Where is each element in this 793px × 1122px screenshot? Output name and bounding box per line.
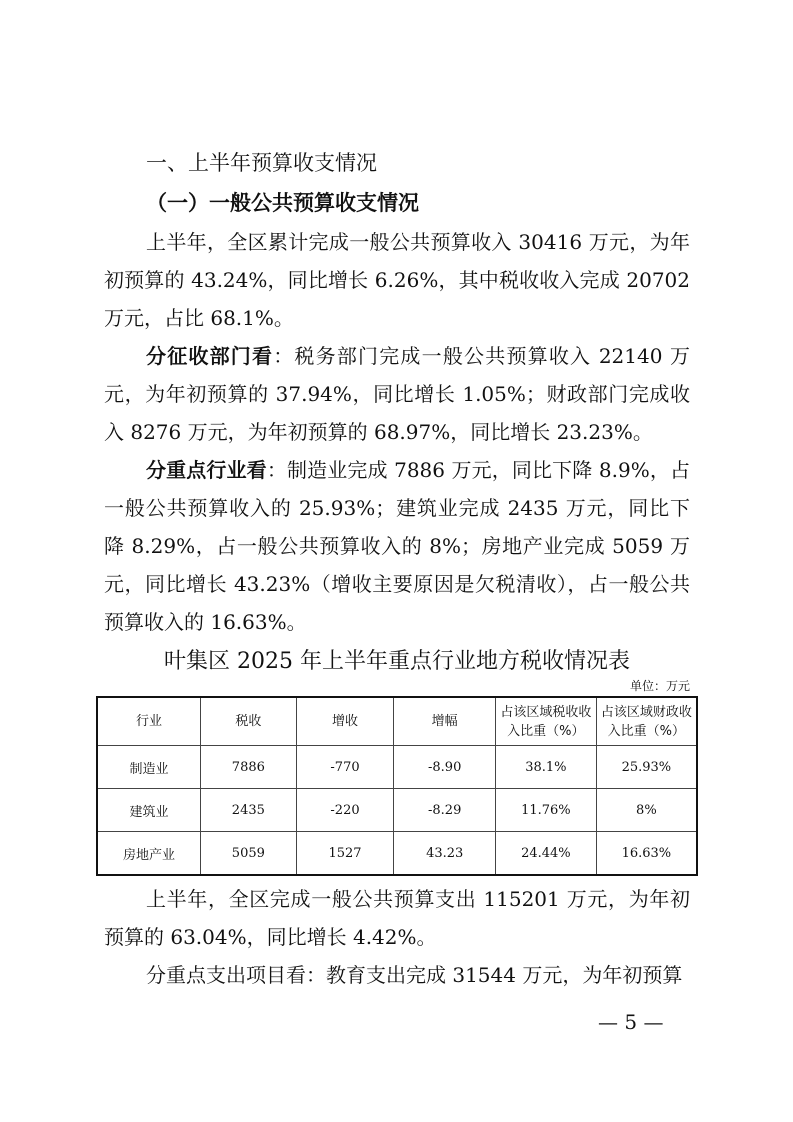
subsection-heading: （一）一般公共预算收支情况	[146, 190, 419, 215]
tax-share-cell: 38.1%	[496, 746, 597, 789]
industry-tax-table	[96, 696, 698, 876]
paragraph-lead-industry: 分重点行业看	[146, 458, 267, 482]
header-growth-rate: 增幅	[394, 697, 496, 746]
header-share-of-tax-revenue: 占该区域税收收入比重（%）	[496, 697, 597, 746]
paragraph-by-department	[104, 337, 690, 451]
increase-cell: -770	[296, 746, 394, 789]
header-share-of-fiscal-revenue: 占该区域财政收入比重（%）	[596, 697, 697, 746]
industry-cell: 建筑业	[97, 789, 201, 832]
paragraph-lead-department: 分征收部门看	[146, 344, 274, 368]
growth-rate-cell: 43.23	[394, 832, 496, 876]
paragraph-body-industry: ：制造业完成 7886 万元，同比下降 8.9%，占一般公共预算收入的 25.93%；建筑业完成 2435 万元，同比下降 8.29%，占一般公共预算收入的 8%；房地产业完成 5059 万元，同比增长 43.23%（增收主要原因是欠税清收），占一般公共预算收入的 16.63%。	[104, 458, 691, 634]
table-title: 叶集区 2025 年上半年重点行业地方税收情况表	[164, 649, 630, 674]
fiscal-share-cell: 8%	[596, 789, 697, 832]
table-row	[97, 789, 697, 832]
tax-cell: 5059	[201, 832, 297, 876]
growth-rate-cell: -8.29	[394, 789, 496, 832]
section-heading: 一、上半年预算收支情况	[146, 151, 377, 175]
paragraph-revenue-summary: 上半年，全区累计完成一般公共预算收入 30416 万元，为年初预算的 43.24%，同比增长 6.26%，其中税收收入完成 20702 万元，占比 68.1%。	[104, 230, 690, 330]
table-row	[97, 832, 697, 876]
table-row	[97, 746, 697, 789]
table-unit: 单位：万元	[629, 679, 690, 693]
growth-rate-cell: -8.90	[394, 746, 496, 789]
paragraph-by-expenditure-item: 分重点支出项目看：教育支出完成 31544 万元，为年初预算	[146, 963, 683, 987]
tax-cell: 2435	[201, 789, 297, 832]
fiscal-share-cell: 16.63%	[596, 832, 697, 876]
increase-cell: -220	[296, 789, 394, 832]
tax-share-cell: 24.44%	[496, 832, 597, 876]
industry-cell: 房地产业	[97, 832, 201, 876]
tax-cell: 7886	[201, 746, 297, 789]
fiscal-share-cell: 25.93%	[596, 746, 697, 789]
paragraph-body-department: ：税务部门完成一般公共预算收入 22140 万元，为年初预算的 37.94%，同比增长 1.05%；财政部门完成收入 8276 万元，为年初预算的 68.97%，同比增长 23.23%。	[104, 344, 690, 444]
header-increase: 增收	[296, 697, 394, 746]
header-industry: 行业	[97, 697, 201, 746]
industry-cell: 制造业	[97, 746, 201, 789]
paragraph-by-industry	[104, 451, 690, 641]
paragraph-expenditure-summary: 上半年，全区完成一般公共预算支出 115201 万元，为年初预算的 63.04%，同比增长 4.42%。	[104, 887, 690, 949]
tax-share-cell: 11.76%	[496, 789, 597, 832]
table-header-row	[97, 697, 697, 746]
header-tax: 税收	[201, 697, 297, 746]
increase-cell: 1527	[296, 832, 394, 876]
page-number: — 5 —	[598, 1010, 664, 1034]
